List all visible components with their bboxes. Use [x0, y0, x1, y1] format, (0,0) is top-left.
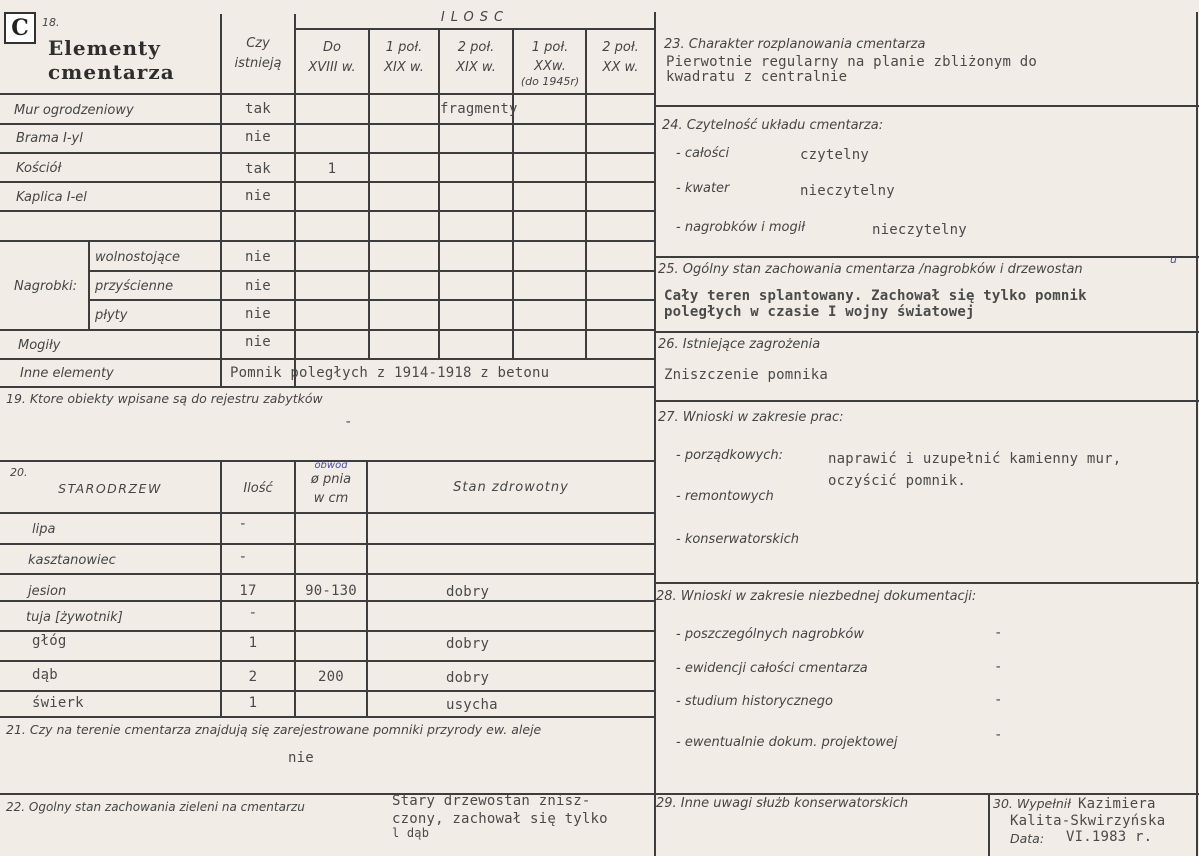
q28-item-label: - ewidencji całości cmentarza: [676, 661, 868, 676]
q27-item-label: - remontowych: [676, 489, 774, 504]
row-line: [0, 358, 655, 360]
exists-header-line1: Czy: [246, 36, 270, 51]
q28-item-value: -: [994, 659, 1003, 675]
tree-count: 1: [248, 695, 258, 711]
q25-label: 25. Ogólny stan zachowania cmentarza /nagrobków i drzewostan: [658, 262, 1083, 277]
q30-date-label: Data:: [1010, 831, 1045, 846]
q29-label: 29. Inne uwagi służb konserwatorskich: [656, 796, 909, 811]
q20-number: 20.: [10, 466, 28, 479]
tree-count: 1: [248, 635, 258, 651]
row-line: [0, 240, 655, 242]
q28-label: 28. Wnioski w zakresie niezbednej dokumentacji:: [656, 589, 977, 604]
row-line: [0, 386, 655, 388]
right-section-line: [655, 105, 1199, 107]
center-divider: [654, 12, 656, 856]
right-border: [1196, 12, 1198, 856]
row-line: [0, 793, 1199, 795]
row-line: [0, 660, 655, 662]
period-4-line1: 1 poł.: [531, 40, 569, 55]
q30-name-line2: Kalita-Skwirzyńska: [1010, 813, 1166, 829]
right-section-line: [655, 331, 1199, 333]
period-1-line2: XVIII w.: [308, 60, 356, 75]
q27-item-value-line1: naprawić i uzupełnić kamienny mur,: [828, 451, 1122, 467]
q27-item-label: - porządkowych:: [676, 448, 783, 463]
q28-item-value: -: [994, 727, 1003, 743]
element-label: Brama I-yl: [16, 131, 83, 146]
trees-obwod-note: obwód: [314, 460, 348, 471]
q25-value-line2: poległych w czasie I wojny światowej: [664, 304, 975, 320]
q19-label: 19. Ktore obiekty wpisane są do rejestru zabytków: [6, 391, 323, 406]
q23-value-line2: kwadratu z centralnie: [666, 69, 848, 85]
col-line: [88, 240, 90, 330]
element-exists: nie: [245, 249, 271, 265]
nagrobki-label: Nagrobki:: [14, 279, 78, 294]
col-line: [366, 460, 368, 716]
q22-value-line1: Stary drzewostan znisz-: [392, 793, 591, 809]
col-line: [438, 28, 440, 358]
row-line: [0, 181, 655, 183]
element-label: Kościół: [16, 161, 62, 176]
period-4-line3: (do 1945r): [520, 75, 580, 88]
row-line: [0, 152, 655, 154]
right-section-line: [655, 582, 1199, 584]
trees-size-header-line2: w cm: [313, 491, 349, 506]
q25-value-line1: Cały teren splantowany. Zachował się tylko pomnik: [664, 288, 1087, 304]
tree-count: -: [248, 605, 258, 621]
q23-label: 23. Charakter rozplanowania cmentarza: [664, 37, 926, 52]
element-label: Mogiły: [18, 338, 61, 353]
row-line: [0, 543, 655, 545]
trees-name-header: STARODRZEW: [58, 481, 162, 496]
period-3-line1: 2 poł.: [457, 40, 495, 55]
q26-value: Zniszczenie pomnika: [664, 367, 828, 383]
period-4-line2: XXw.: [534, 59, 566, 74]
element-exists: tak: [245, 101, 271, 117]
element-count-do-xviii: 1: [327, 161, 337, 177]
tree-size: 200: [318, 669, 344, 685]
trees-size-header-line1: ø pnia: [310, 472, 352, 487]
element-label: przyścienne: [95, 279, 174, 294]
element-exists: nie: [245, 129, 271, 145]
element-label: płyty: [95, 308, 128, 323]
tree-name: dąb: [32, 667, 58, 683]
row-line: [0, 690, 655, 692]
element-other-note: Pomnik poległych z 1914-1918 z betonu: [230, 365, 550, 381]
element-label: Kaplica I-el: [16, 190, 87, 205]
q28-item-value: -: [994, 692, 1003, 708]
q22-value-line2: czony, zachował się tylko: [392, 811, 608, 827]
tree-size: 90-130: [305, 583, 357, 599]
trees-count-header: Ilość: [243, 481, 273, 496]
q24-label: 24. Czytelność układu cmentarza:: [662, 118, 884, 133]
row-line: [0, 600, 655, 602]
element-label: Mur ogrodzeniowy: [14, 103, 134, 118]
q19-value: -: [344, 414, 353, 430]
period-2-line1: 1 poł.: [385, 40, 423, 55]
col-line: [368, 28, 370, 358]
tree-name: jesion: [28, 584, 67, 599]
right-section-line: [655, 256, 1199, 258]
elements-title-line1: Elementy: [48, 36, 161, 60]
row-line: [88, 270, 655, 272]
element-label: Inne elementy: [20, 366, 114, 381]
q21-value: nie: [288, 750, 314, 766]
right-section-line: [655, 400, 1199, 402]
q30-name-line1: Kazimiera: [1078, 796, 1156, 812]
row-line: [0, 329, 655, 331]
q22-value-line3: l dąb: [392, 826, 430, 840]
ilosc-header: ILOSC: [440, 10, 510, 25]
tree-name: tuja [żywotnik]: [26, 610, 123, 625]
row-line: [0, 512, 655, 514]
tree-count: 17: [239, 583, 257, 599]
q30-label: 30. Wypełnił: [993, 796, 1071, 811]
period-5-line1: 2 poł.: [602, 40, 639, 55]
row-line: [0, 573, 655, 575]
header-bottom-line: [0, 93, 655, 95]
q24-item-label: - nagrobków i mogił: [676, 220, 806, 235]
element-exists: nie: [245, 306, 271, 322]
tree-state: dobry: [446, 584, 490, 600]
tree-name: świerk: [32, 695, 84, 711]
q24-item-value: nieczytelny: [872, 222, 967, 238]
q28-item-label: - poszczególnych nagrobków: [676, 627, 864, 642]
tree-name: kasztanowiec: [28, 553, 116, 568]
q21-label: 21. Czy na terenie cmentarza znajdują się zarejestrowane pomniki przyrody ew. aleje: [6, 722, 542, 737]
tree-state: usycha: [446, 697, 498, 713]
ilosc-line: [294, 28, 656, 30]
tree-count: -: [238, 516, 248, 532]
period-3-line2: XIX w.: [456, 60, 496, 75]
tree-count: -: [238, 549, 248, 565]
q24-item-value: czytelny: [800, 147, 870, 163]
q24-item-label: - całości: [676, 146, 730, 161]
section-18-number: 18.: [42, 16, 60, 29]
q24-item-label: - kwater: [676, 181, 730, 196]
tree-state: dobry: [446, 670, 490, 686]
row-line: [0, 123, 655, 125]
q24-item-value: nieczytelny: [800, 183, 895, 199]
period-2-line2: XIX w.: [384, 60, 424, 75]
row-line: [0, 630, 655, 632]
tree-name: lipa: [32, 522, 56, 537]
exists-header-line2: istnieją: [234, 56, 282, 71]
q28-item-label: - studium historycznego: [676, 694, 833, 709]
row-line: [88, 299, 655, 301]
q28-item-value: -: [994, 625, 1003, 641]
trees-state-header: Stan zdrowotny: [453, 480, 569, 495]
elements-title-line2: cmentarza: [48, 60, 175, 84]
period-1-line1: Do: [323, 40, 341, 55]
q25-correction: u: [1170, 253, 1177, 266]
element-exists: nie: [245, 188, 271, 204]
element-label: wolnostojące: [95, 250, 180, 265]
element-exists: nie: [245, 278, 271, 294]
element-note: fragmenty: [440, 101, 518, 117]
q22-label: 22. Ogolny stan zachowania zieleni na cmentarzu: [6, 800, 305, 814]
element-exists: nie: [245, 334, 271, 350]
row-line: [0, 210, 655, 212]
tree-count: 2: [248, 669, 258, 685]
q30-date-value: VI.1983 r.: [1066, 829, 1153, 845]
q27-label: 27. Wnioski w zakresie prac:: [658, 410, 844, 425]
q28-item-label: - ewentualnie dokum. projektowej: [676, 735, 898, 750]
tree-name: głóg: [32, 633, 67, 649]
q26-label: 26. Istniejące zagrożenia: [658, 337, 821, 352]
tree-state: dobry: [446, 636, 490, 652]
q27-item-label: - konserwatorskich: [676, 532, 799, 547]
row-line: [0, 716, 655, 718]
q27-item-value-line2: oczyścić pomnik.: [828, 473, 967, 489]
q23-value-line1: Pierwotnie regularny na planie zbliżonym do: [666, 54, 1038, 70]
form-letter-badge: C: [4, 12, 36, 44]
element-exists: tak: [245, 161, 271, 177]
period-5-line2: XX w.: [602, 60, 639, 75]
col-line: [988, 793, 990, 856]
